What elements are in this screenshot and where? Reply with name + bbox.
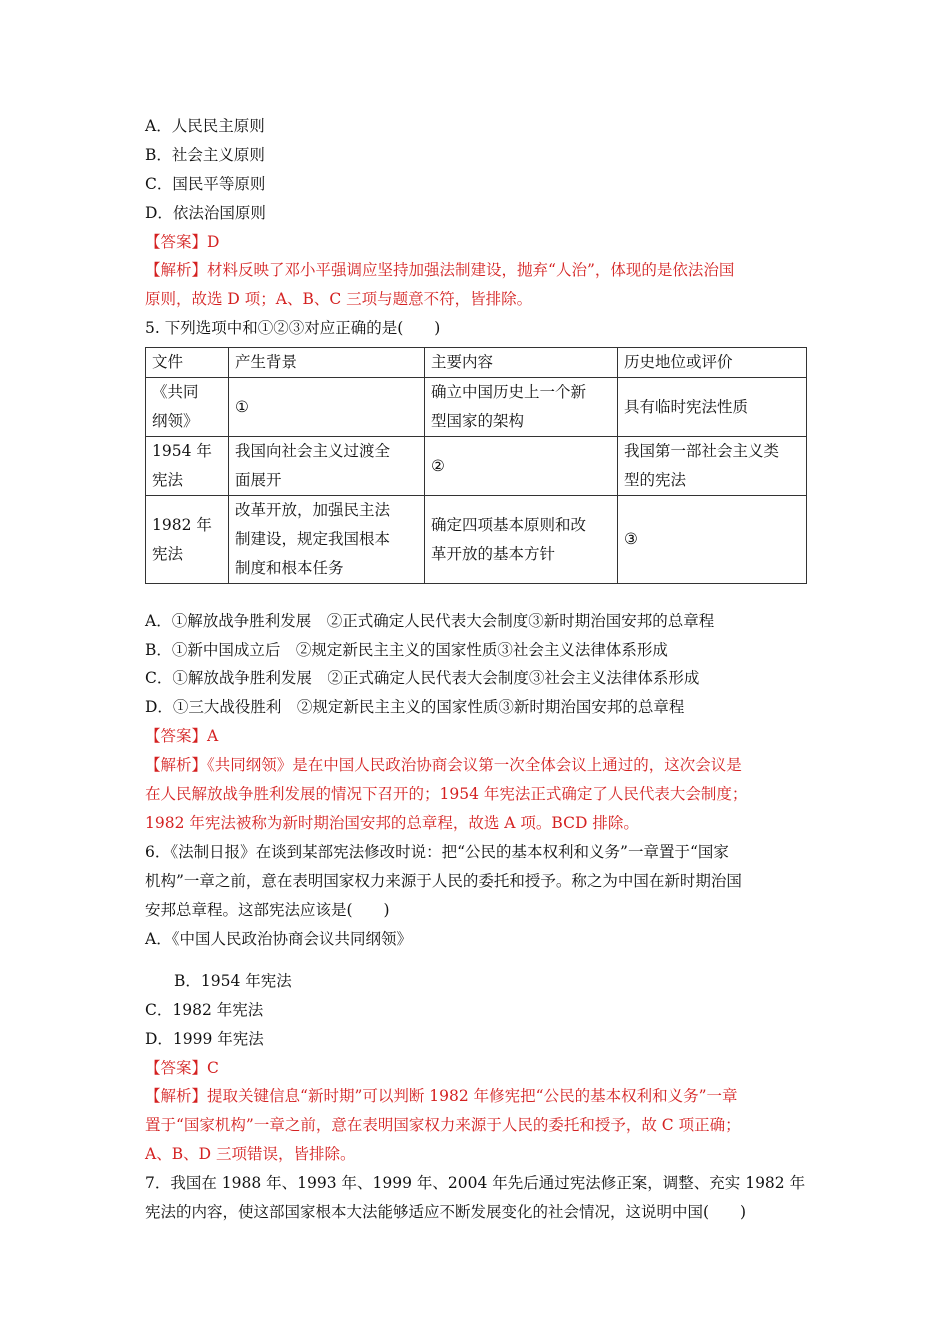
answer-value: D [207, 233, 220, 251]
q4-option-b: B．社会主义原则 [145, 146, 265, 164]
table-row [146, 437, 807, 496]
table-cell: 我国向社会主义过渡全 面展开 [229, 437, 425, 496]
q6-option-a: A．《中国人民政治协商会议共同纲领》 [145, 930, 412, 948]
table-row [146, 378, 807, 437]
answer-value: A [207, 727, 219, 745]
q4-option-c: C．国民平等原则 [145, 175, 266, 193]
table-cell: 确立中国历史上一个新 型国家的架构 [425, 378, 618, 437]
table-cell: ① [229, 378, 425, 437]
q4-answer [145, 232, 219, 252]
q6-option-d: D．1999 年宪法 [145, 1030, 264, 1048]
table-cell: ② [425, 437, 618, 496]
header-cell: 文件 [146, 348, 229, 378]
header-cell: 主要内容 [425, 348, 618, 378]
analysis-label: 【解析】 [145, 1087, 208, 1105]
answer-value: C [207, 1059, 219, 1077]
q5-option-c: C．①解放战争胜利发展 ②正式确定人民代表大会制度③社会主义法律体系形成 [145, 669, 700, 687]
header-cell: 历史地位或评价 [618, 348, 807, 378]
table-header-row [146, 348, 807, 378]
q5-answer [145, 726, 218, 746]
table-cell: 1982 年 宪法 [146, 496, 229, 584]
table-cell: 改革开放，加强民主法 制建设，规定我国根本 制度和根本任务 [229, 496, 425, 584]
q6-stem-line1: 6．《法制日报》在谈到某部宪法修改时说：把“公民的基本权利和义务”一章置于“国家 [145, 843, 729, 861]
q6-option-b: B．1954 年宪法 [174, 972, 292, 990]
q7-stem-line2: 宪法的内容，使这部国家根本大法能够适应不断发展变化的社会情况，这说明中国( ) [145, 1203, 747, 1221]
q5-option-b: B．①新中国成立后 ②规定新民主主义的国家性质③社会主义法律体系形成 [145, 641, 668, 659]
q5-analysis-line1: 【解析】《共同纲领》是在中国人民政治协商会议第一次全体会议上通过的，这次会议是 [145, 756, 742, 774]
q4-analysis-line2: 原则，故选 D 项；A、B、C 三项与题意不符，皆排除。 [145, 290, 533, 308]
table-row [146, 496, 807, 584]
analysis-label: 【解析】 [145, 756, 208, 774]
answer-label: 【答案】 [145, 1059, 208, 1077]
q6-analysis-line3: A、B、D 三项错误，皆排除。 [145, 1145, 356, 1163]
q6-option-c: C．1982 年宪法 [145, 1001, 264, 1019]
q5-stem: 5. 下列选项中和①②③对应正确的是( ) [145, 319, 441, 337]
q5-analysis-line2: 在人民解放战争胜利发展的情况下召开的；1954 年宪法正式确定了人民代表大会制度； [145, 785, 748, 803]
table-cell: ③ [618, 496, 807, 584]
q6-analysis-line2: 置于“国家机构”一章之前，意在表明国家权力来源于人民的委托和授予，故 C 项正确； [145, 1116, 741, 1134]
answer-label: 【答案】 [145, 233, 208, 251]
q4-analysis-line1: 【解析】材料反映了邓小平强调应坚持加强法制建设，抛弃“人治”，体现的是依法治国 [145, 261, 735, 279]
q6-stem-line2: 机构”一章之前，意在表明国家权力来源于人民的委托和授予。称之为中国在新时期治国 [145, 872, 742, 890]
q6-stem-line3: 安邦总章程。这部宪法应该是( ) [145, 901, 390, 919]
table-cell: 我国第一部社会主义类 型的宪法 [618, 437, 807, 496]
q4-option-d: D．依法治国原则 [145, 204, 266, 222]
q4-option-a: A．人民民主原则 [145, 117, 265, 135]
analysis-label: 【解析】 [145, 261, 208, 279]
table-cell: 确定四项基本原则和改 革开放的基本方针 [425, 496, 618, 584]
header-cell: 产生背景 [229, 348, 425, 378]
table-cell: 《共同 纲领》 [146, 378, 229, 437]
q5-option-d: D．①三大战役胜利 ②规定新民主主义的国家性质③新时期治国安邦的总章程 [145, 698, 685, 716]
q6-answer [145, 1058, 219, 1078]
table-cell: 1954 年 宪法 [146, 437, 229, 496]
table-cell: 具有临时宪法性质 [618, 378, 807, 437]
q5-table [145, 347, 807, 584]
q6-analysis-line1: 【解析】提取关键信息“新时期”可以判断 1982 年修宪把“公民的基本权利和义务”一章 [145, 1087, 738, 1105]
q7-stem-line1: 7．我国在 1988 年、1993 年、1999 年、2004 年先后通过宪法修正案，调整、充实 1982 年 [145, 1174, 806, 1192]
q5-analysis-line3: 1982 年宪法被称为新时期治国安邦的总章程，故选 A 项。BCD 排除。 [145, 814, 639, 832]
answer-label: 【答案】 [145, 727, 208, 745]
q5-option-a: A．①解放战争胜利发展 ②正式确定人民代表大会制度③新时期治国安邦的总章程 [145, 612, 715, 630]
